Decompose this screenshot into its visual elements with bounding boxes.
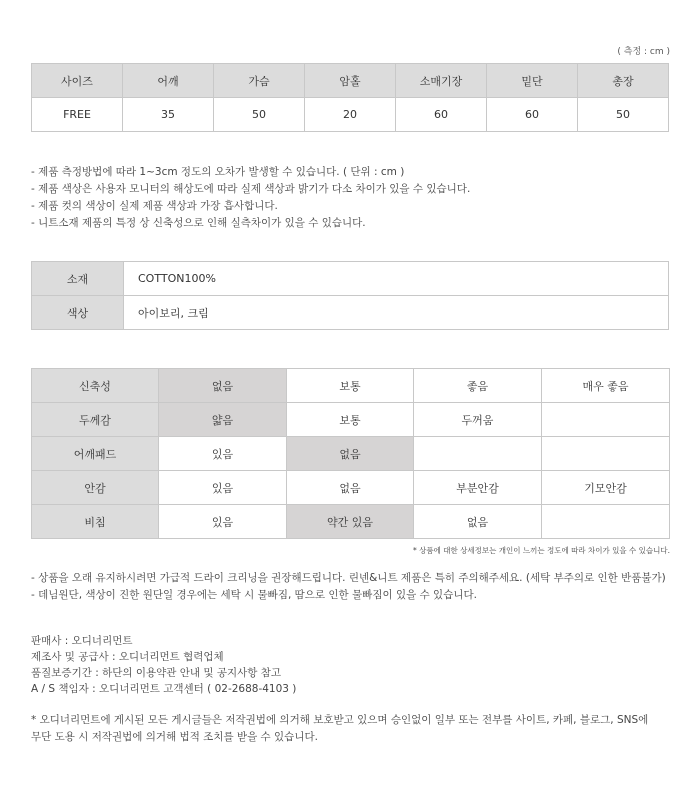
size-value-cell: 60 [487, 98, 578, 132]
seller-line: 판매사 : 오디너리먼트 [31, 635, 133, 647]
property-option [542, 437, 670, 471]
measurement-notes [31, 164, 470, 232]
size-header-cell: 암홀 [305, 64, 396, 98]
property-note: * 상품에 대한 상세정보는 개인이 느끼는 정도에 따라 차이가 있을 수 있습니다. [413, 546, 670, 555]
note-line: - 상품을 오래 유지하시려면 가급적 드라이 크리닝을 권장해드립니다. 린넨&니트 제품은 특히 주의해주세요. (세탁 부주의로 인한 반품불가) [31, 572, 666, 584]
material-table [31, 261, 669, 330]
property-option: 매우 좋음 [542, 369, 670, 403]
size-header-cell: 가슴 [214, 64, 305, 98]
note-line: - 데님원단, 색상이 진한 원단일 경우에는 세탁 시 물빠짐, 땀으로 인한 물빠짐이 있을 수 있습니다. [31, 589, 477, 601]
property-table [31, 368, 670, 539]
property-option: 없음 [287, 471, 414, 505]
size-header-cell: 총장 [578, 64, 669, 98]
property-option: 보통 [287, 403, 414, 437]
property-label: 비침 [32, 505, 159, 539]
size-header-cell: 사이즈 [32, 64, 123, 98]
unit-note: ( 측정 : cm ) [617, 47, 670, 57]
seller-info [31, 633, 296, 697]
property-option [414, 437, 542, 471]
material-label: 소재 [32, 262, 124, 296]
copyright-notice [31, 712, 648, 746]
note-line: - 니트소재 제품의 특정 상 신축성으로 인해 실측차이가 있을 수 있습니다. [31, 217, 366, 229]
property-label: 어깨패드 [32, 437, 159, 471]
property-option [542, 403, 670, 437]
property-option: 좋음 [414, 369, 542, 403]
property-option-selected: 없음 [287, 437, 414, 471]
property-label: 두께감 [32, 403, 159, 437]
property-row [32, 437, 670, 471]
property-option [542, 505, 670, 539]
property-row [32, 471, 670, 505]
property-option: 있음 [159, 505, 287, 539]
property-row [32, 403, 670, 437]
size-header-cell: 어깨 [123, 64, 214, 98]
material-value: COTTON100% [124, 262, 669, 296]
size-value-cell: 50 [578, 98, 669, 132]
property-option: 부분안감 [414, 471, 542, 505]
size-table [31, 63, 669, 132]
seller-line: A / S 책임자 : 오디너리먼트 고객센터 ( 02-2688-4103 ) [31, 683, 297, 695]
size-header-cell: 소매기장 [396, 64, 487, 98]
copyright-line: * 오디너리먼트에 게시된 모든 게시글들은 저작권법에 의거해 보호받고 있으며 승인없이 일부 또는 전부를 사이트, 카페, 블로그, SNS에 [31, 714, 649, 726]
property-option-selected: 얇음 [159, 403, 287, 437]
size-value-cell: 50 [214, 98, 305, 132]
copyright-line: 무단 도용 시 저작권법에 의거해 법적 조치를 받을 수 있습니다. [31, 731, 318, 743]
size-value-cell: 35 [123, 98, 214, 132]
care-notes [31, 570, 666, 604]
note-line: - 제품 측정방법에 따라 1~3cm 정도의 오차가 발생할 수 있습니다. ( 단위 : cm ) [31, 166, 405, 178]
property-option: 있음 [159, 471, 287, 505]
size-table-header-row [32, 64, 669, 98]
property-option-selected: 약간 있음 [287, 505, 414, 539]
property-row [32, 505, 670, 539]
size-header-cell: 밑단 [487, 64, 578, 98]
color-row [32, 296, 669, 330]
seller-line: 품질보증기간 : 하단의 이용약관 안내 및 공지사항 참고 [31, 667, 282, 679]
note-line: - 제품 컷의 색상이 실제 제품 색상과 가장 흡사합니다. [31, 200, 278, 212]
property-option: 두꺼움 [414, 403, 542, 437]
size-value-cell: FREE [32, 98, 123, 132]
size-table-row [32, 98, 669, 132]
size-value-cell: 60 [396, 98, 487, 132]
property-label: 안감 [32, 471, 159, 505]
property-option: 기모안감 [542, 471, 670, 505]
seller-line: 제조사 및 공급사 : 오디너리먼트 협력업체 [31, 651, 224, 663]
color-label: 색상 [32, 296, 124, 330]
color-value: 아이보리, 크림 [124, 296, 669, 330]
property-option: 없음 [414, 505, 542, 539]
property-label: 신축성 [32, 369, 159, 403]
size-value-cell: 20 [305, 98, 396, 132]
property-option: 있음 [159, 437, 287, 471]
material-row [32, 262, 669, 296]
property-row [32, 369, 670, 403]
note-line: - 제품 색상은 사용자 모니터의 해상도에 따라 실제 색상과 밝기가 다소 차이가 있을 수 있습니다. [31, 183, 471, 195]
property-option: 보통 [287, 369, 414, 403]
property-option-selected: 없음 [159, 369, 287, 403]
